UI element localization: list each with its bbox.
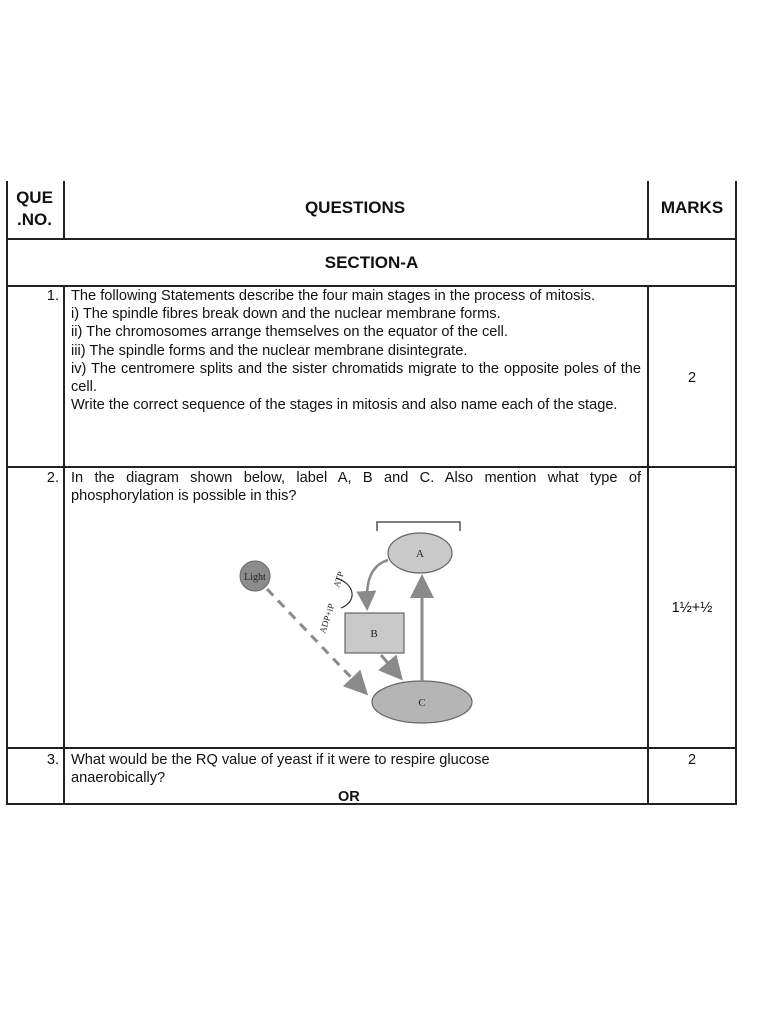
q1-line: Write the correct sequence of the stages in mitosis and also name each of the stage.	[71, 397, 618, 414]
node-a-label: A	[416, 548, 424, 560]
rule-right	[735, 181, 737, 804]
bracket-above-a	[377, 522, 460, 531]
node-b-label: B	[370, 628, 378, 640]
arrow-b-to-c	[381, 655, 399, 676]
q2-number: 2.	[46, 470, 59, 486]
header-qno-line1: QUE	[16, 188, 53, 207]
rule-qno-divider-body	[63, 285, 65, 804]
header-questions: QUESTIONS	[304, 198, 406, 217]
q1-line: The following Statements describe the four main stages in the process of mitosis.	[71, 288, 596, 304]
q1-line: i) The spindle fibres break down and the nuclear membrane forms.	[71, 306, 501, 323]
q1-line: iii) The spindle forms and the nuclear membrane disintegrate.	[71, 342, 468, 359]
photophosphorylation-diagram	[221, 516, 481, 726]
rule-q2-bottom	[6, 747, 737, 749]
q3-text: What would be the RQ value of yeast if it were to respire glucose anaerobically?	[71, 752, 490, 787]
q3-number: 3.	[46, 752, 59, 768]
rule-q1-bottom	[6, 466, 737, 468]
rule-left	[6, 181, 8, 804]
q1-line: iv) The centromere splits and the sister chromatids migrate to the opposite poles of the cell.	[71, 360, 641, 396]
q3-marks: 2	[687, 752, 697, 768]
header-qno-line2: .NO.	[17, 210, 52, 229]
q1-marks: 2	[687, 370, 697, 386]
rule-table-bottom	[6, 803, 737, 805]
arrow-a-to-b	[367, 560, 388, 606]
q1-line: ii) The chromosomes arrange themselves on the equator of the cell.	[71, 324, 508, 341]
section-title: SECTION-A	[324, 253, 419, 272]
q1-number: 1.	[46, 288, 59, 304]
header-marks: MARKS	[660, 198, 724, 217]
rule-marks-divider-body	[647, 285, 649, 804]
q3-or-label: OR	[338, 789, 360, 805]
adp-label: ADP+iP	[317, 602, 337, 635]
q2-marks: 1½+½	[671, 600, 713, 616]
header-qno	[6, 187, 63, 231]
atp-label: ATP	[331, 570, 346, 589]
q1-text	[71, 287, 641, 414]
q2-text: In the diagram shown below, label A, B and C. Also mention what type of phosphorylation is possible in this?	[71, 470, 641, 505]
rule-header-bottom	[6, 238, 737, 240]
light-label: Light	[244, 572, 266, 583]
node-c-label: C	[418, 697, 426, 709]
